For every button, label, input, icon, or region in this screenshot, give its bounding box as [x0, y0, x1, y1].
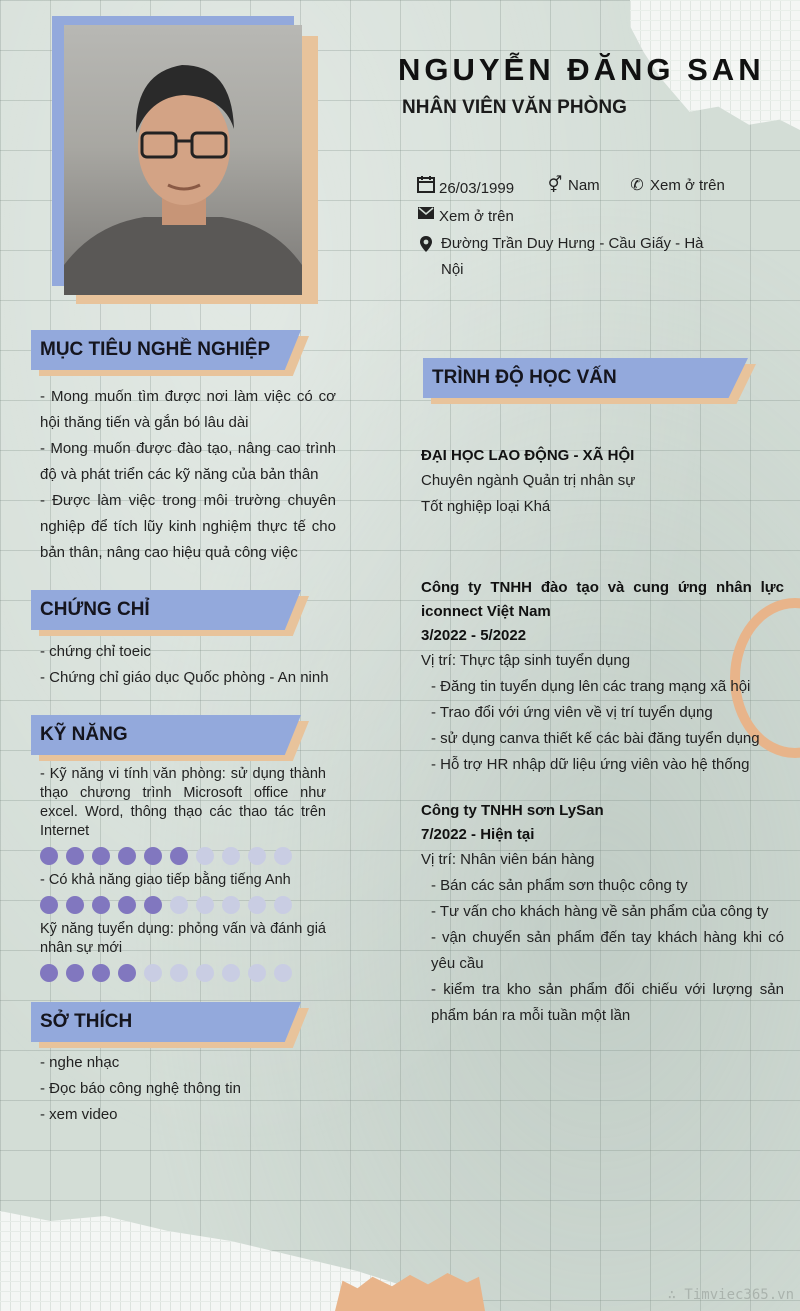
skill-dot-filled	[40, 847, 58, 865]
gender-text: Nam	[568, 177, 600, 194]
skill-dot-filled	[92, 847, 110, 865]
watermark-text: Timviec365.vn	[684, 1287, 794, 1303]
task-item: - Trao đổi với ứng viên về vị trí tuyển dụng	[431, 704, 713, 721]
task-item: - Tư vấn cho khách hàng về sản phẩm của công ty	[431, 903, 769, 920]
grade: Tốt nghiệp loại Khá	[421, 498, 551, 515]
section-title: SỞ THÍCH	[40, 1011, 133, 1032]
gender-icon: ⚥	[547, 177, 563, 194]
hobbies-list	[40, 1050, 336, 1128]
address-line: Nội	[441, 261, 464, 278]
skill-dot-filled	[66, 847, 84, 865]
work-period: 7/2022 - Hiện tại	[421, 826, 535, 843]
section-title: KỸ NĂNG	[40, 724, 128, 745]
skill-dot-empty	[248, 896, 266, 914]
task-item: - Hỗ trợ HR nhập dữ liệu ứng viên vào hệ thống	[431, 756, 750, 773]
position: Vị trí: Nhân viên bán hàng	[421, 851, 595, 868]
skills-list	[40, 765, 326, 982]
email-row	[416, 205, 514, 226]
section-header-hobbies	[31, 1002, 301, 1042]
phone-icon: ✆	[630, 177, 644, 194]
skill-dot-empty	[274, 964, 292, 982]
skill-dot-empty	[248, 847, 266, 865]
skill-dot-filled	[144, 847, 162, 865]
section-header-objective	[31, 330, 301, 370]
dob-text: 26/03/1999	[439, 180, 515, 197]
job-title: NHÂN VIÊN VĂN PHÒNG	[402, 97, 627, 118]
skill-dot-filled	[118, 896, 136, 914]
skill-dot-empty	[274, 896, 292, 914]
skill-rating	[40, 896, 326, 914]
address-row	[416, 235, 704, 283]
email-text: Xem ở trên	[439, 208, 514, 225]
task-item: - Đăng tin tuyển dụng lên các trang mạng xã hội	[431, 678, 751, 695]
skill-dot-filled	[118, 847, 136, 865]
task-item: - kiểm tra kho sản phẩm đối chiếu với lượng sản phẩm bán ra mỗi tuần một lần	[431, 981, 784, 1024]
experience-item	[421, 799, 784, 1029]
skill-dot-empty	[222, 964, 240, 982]
list-item: - Chứng chỉ giáo dục Quốc phòng - An ninh	[40, 669, 329, 686]
objective-line: - Được làm việc trong môi trường chuyên nghiệp để tích lũy kinh nghiệm thực tế cho bản thân, nâng cao hiệu quả công việc	[40, 492, 336, 561]
education-block	[421, 444, 784, 520]
list-item: - nghe nhạc	[40, 1054, 120, 1071]
skill-dot-filled	[66, 964, 84, 982]
skill-dot-empty	[144, 964, 162, 982]
calendar-icon	[416, 175, 436, 198]
skill-dot-empty	[196, 964, 214, 982]
skill-dot-filled	[66, 896, 84, 914]
section-title: TRÌNH ĐỘ HỌC VẤN	[432, 367, 617, 388]
section-header-certificates	[31, 590, 301, 630]
objective-line: - Mong muốn tìm được nơi làm việc có cơ hội thăng tiến và gắn bó lâu dài	[40, 388, 336, 431]
skill-dot-filled	[170, 847, 188, 865]
phone-text: Xem ở trên	[650, 177, 725, 194]
avatar	[64, 25, 302, 295]
skill-dot-filled	[92, 964, 110, 982]
objective-line: - Mong muốn được đào tạo, nâng cao trình độ và phát triển các kỹ năng của bản thân	[40, 440, 336, 483]
certificates-list	[40, 639, 336, 691]
skill-text: - Kỹ năng vi tính văn phòng: sử dụng thành thạo chương trình Microsoft office như excel. Word, thông thạo các thao tác trên Internet	[40, 766, 326, 839]
skill-rating	[40, 847, 326, 865]
section-header-education	[423, 358, 748, 398]
position: Vị trí: Thực tập sinh tuyển dụng	[421, 652, 631, 669]
location-icon	[416, 235, 436, 262]
company-name: Công ty TNHH đào tạo và cung ứng nhân lực iconnect Việt Nam	[421, 579, 784, 620]
skill-dot-empty	[222, 896, 240, 914]
task-item: - sử dụng canva thiết kế các bài đăng tuyển dụng	[431, 730, 760, 747]
skill-dot-empty	[274, 847, 292, 865]
work-period: 3/2022 - 5/2022	[421, 627, 527, 644]
list-item: - chứng chỉ toeic	[40, 643, 151, 660]
skill-text: Kỹ năng tuyển dụng: phỏng vấn và đánh giá nhân sự mới	[40, 921, 326, 956]
section-title: CHỨNG CHỈ	[40, 599, 150, 620]
company-name: Công ty TNHH sơn LySan	[421, 802, 604, 819]
skill-dot-filled	[40, 964, 58, 982]
skill-rating	[40, 964, 326, 982]
school-name: ĐẠI HỌC LAO ĐỘNG - XÃ HỘI	[421, 447, 635, 464]
major: Chuyên ngành Quản trị nhân sự	[421, 472, 636, 489]
phone-row	[627, 175, 725, 195]
skill-dot-empty	[248, 964, 266, 982]
skill-dot-filled	[118, 964, 136, 982]
list-item: - xem video	[40, 1106, 118, 1123]
skill-dot-empty	[170, 896, 188, 914]
skill-dot-filled	[144, 896, 162, 914]
skill-dot-empty	[196, 847, 214, 865]
section-header-skills	[31, 715, 301, 755]
skill-dot-filled	[40, 896, 58, 914]
skill-dot-filled	[92, 896, 110, 914]
candidate-name: NGUYỄN ĐĂNG SAN	[398, 52, 765, 87]
task-item: - Bán các sản phẩm sơn thuộc công ty	[431, 877, 688, 894]
address-line: Đường Trần Duy Hưng - Cầu Giấy - Hà	[441, 235, 704, 252]
section-title: MỤC TIÊU NGHỀ NGHIỆP	[40, 339, 271, 360]
skill-dot-empty	[196, 896, 214, 914]
task-item: - vận chuyển sản phẩm đến tay khách hàng khi có yêu cầu	[431, 929, 784, 972]
experience-item	[421, 576, 784, 778]
skill-text: - Có khả năng giao tiếp bằng tiếng Anh	[40, 872, 291, 888]
gender-row	[545, 175, 600, 195]
dob-row	[416, 175, 514, 198]
list-item: - Đọc báo công nghệ thông tin	[40, 1080, 241, 1097]
skill-dot-empty	[222, 847, 240, 865]
skill-dot-empty	[170, 964, 188, 982]
watermark: ∴ Timviec365.vn	[667, 1287, 794, 1303]
objective-text	[40, 384, 336, 566]
email-icon	[416, 205, 436, 226]
